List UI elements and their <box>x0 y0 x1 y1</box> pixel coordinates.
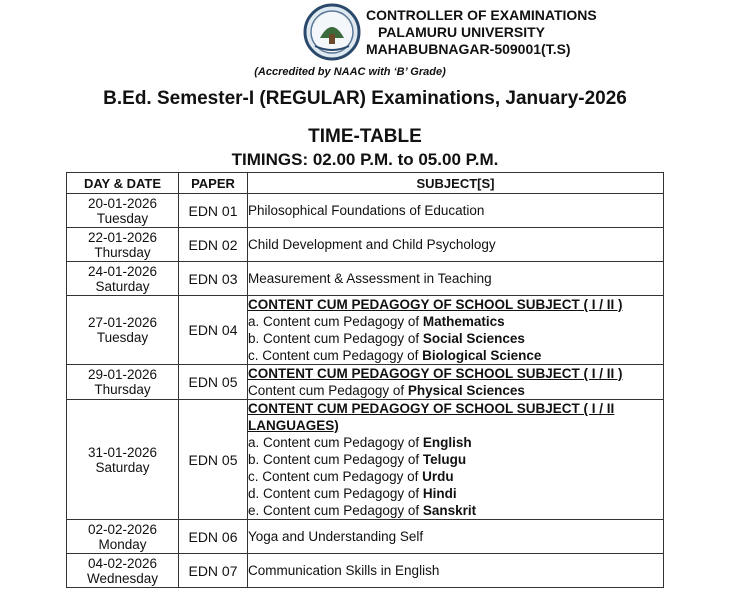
exam-date: 20-01-2026 <box>87 195 158 211</box>
subject-option <box>248 468 663 485</box>
exam-date: 31-01-2026 <box>87 444 158 460</box>
table-row <box>67 194 664 228</box>
subject-name: Child Development and Child Psychology <box>248 237 496 252</box>
exam-day: Monday <box>98 536 147 552</box>
subject-option-prefix: c. Content cum Pedagogy of <box>248 348 423 363</box>
subject-option-prefix: Content cum Pedagogy of <box>248 383 408 398</box>
exam-day: Thursday <box>94 244 151 260</box>
subject-option-prefix: a. Content cum Pedagogy of <box>248 314 423 329</box>
exam-day: Saturday <box>95 459 150 475</box>
subject-cell <box>248 365 664 400</box>
subject-option <box>248 382 663 399</box>
subject-option-name: Mathematics <box>422 314 505 329</box>
paper-code: EDN 05 <box>179 365 248 400</box>
subject-group-heading: LANGUAGES) <box>248 418 339 433</box>
subject-option-name: Biological Science <box>422 348 542 363</box>
paper-code: EDN 03 <box>179 262 248 296</box>
exam-day: Tuesday <box>96 330 149 345</box>
date-cell <box>67 228 179 262</box>
subject-name: Philosophical Foundations of Education <box>248 203 485 218</box>
exam-day: Saturday <box>95 278 150 294</box>
subject-cell <box>248 194 664 228</box>
subject-option-name: Physical Sciences <box>407 383 525 398</box>
paper-code: EDN 07 <box>179 554 248 588</box>
subject-option-name: Hindi <box>422 486 457 501</box>
paper-code: EDN 05 <box>179 400 248 520</box>
table-row <box>67 262 664 296</box>
date-cell <box>67 194 179 228</box>
table-header-row <box>67 173 664 194</box>
accreditation-note: (Accredited by NAAC with ‘B’ Grade) <box>254 66 446 78</box>
subject-option <box>248 434 663 451</box>
table-row <box>67 554 664 588</box>
subject-group-heading: CONTENT CUM PEDAGOGY OF SCHOOL SUBJECT ( I / II ) <box>248 366 623 381</box>
subject-option <box>248 485 663 502</box>
exam-date: 02-02-2026 <box>87 521 158 537</box>
subject-cell <box>248 296 664 365</box>
exam-date: 29-01-2026 <box>87 367 158 382</box>
paper-code: EDN 02 <box>179 228 248 262</box>
subject-cell <box>248 228 664 262</box>
timetable-title: TIME-TABLE <box>308 126 422 147</box>
subject-option-name: Sanskrit <box>422 503 477 518</box>
org-line: MAHABUBNAGAR-509001(T.S) <box>366 41 571 57</box>
subject-option-prefix: d. Content cum Pedagogy of <box>248 486 423 501</box>
org-line: CONTROLLER OF EXAMINATIONS <box>366 7 597 23</box>
subject-option-prefix: b. Content cum Pedagogy of <box>248 331 423 346</box>
date-cell <box>67 554 179 588</box>
exam-day: Thursday <box>94 382 151 397</box>
subject-group-heading: CONTENT CUM PEDAGOGY OF SCHOOL SUBJECT ( I / II <box>248 401 615 416</box>
subject-option-name: Social Sciences <box>422 331 525 346</box>
date-cell <box>67 400 179 520</box>
table-row <box>67 365 664 400</box>
paper-code: EDN 01 <box>179 194 248 228</box>
table-row <box>67 296 664 365</box>
date-cell <box>67 520 179 554</box>
column-header-paper: PAPER <box>179 173 248 194</box>
subject-name: Yoga and Understanding Self <box>248 529 424 544</box>
exam-title: B.Ed. Semester-I (REGULAR) Examinations, January-2026 <box>103 88 627 109</box>
subject-option <box>248 330 663 347</box>
subject-cell <box>248 554 664 588</box>
subject-option <box>248 313 663 330</box>
table-row <box>67 400 664 520</box>
subject-cell <box>248 520 664 554</box>
subject-option-name: Urdu <box>422 469 454 484</box>
column-header-date: DAY & DATE <box>67 173 179 194</box>
exam-date: 24-01-2026 <box>87 263 158 279</box>
paper-code: EDN 04 <box>179 296 248 365</box>
university-emblem-icon <box>303 2 361 62</box>
timings-line: TIMINGS: 02.00 P.M. to 05.00 P.M. <box>231 150 499 169</box>
paper-code: EDN 06 <box>179 520 248 554</box>
org-line: PALAMURU UNIVERSITY <box>378 24 545 40</box>
subject-option <box>248 502 663 519</box>
exam-timetable <box>66 172 664 588</box>
subject-option-prefix: c. Content cum Pedagogy of <box>248 469 423 484</box>
exam-date: 22-01-2026 <box>87 229 158 245</box>
subject-option-name: Telugu <box>422 452 467 467</box>
document-header <box>0 0 730 80</box>
column-header-subject: SUBJECT[S] <box>248 173 664 194</box>
table-row <box>67 520 664 554</box>
subject-option-prefix: b. Content cum Pedagogy of <box>248 452 423 467</box>
subject-cell <box>248 400 664 520</box>
subject-option-name: English <box>422 435 472 450</box>
subject-option-prefix: a. Content cum Pedagogy of <box>248 435 423 450</box>
exam-day: Tuesday <box>96 210 149 226</box>
subject-option <box>248 451 663 468</box>
exam-date: 27-01-2026 <box>87 315 158 330</box>
subject-name: Communication Skills in English <box>248 563 440 578</box>
subject-option <box>248 347 663 364</box>
date-cell <box>67 262 179 296</box>
date-cell <box>67 296 179 365</box>
subject-option-prefix: e. Content cum Pedagogy of <box>248 503 423 518</box>
table-row <box>67 228 664 262</box>
subject-name: Measurement & Assessment in Teaching <box>248 271 492 286</box>
university-name-block <box>366 7 597 58</box>
subject-cell <box>248 262 664 296</box>
exam-day: Wednesday <box>86 570 159 586</box>
subject-group-heading: CONTENT CUM PEDAGOGY OF SCHOOL SUBJECT ( I / II ) <box>248 297 623 312</box>
date-cell <box>67 365 179 400</box>
exam-date: 04-02-2026 <box>87 555 158 571</box>
